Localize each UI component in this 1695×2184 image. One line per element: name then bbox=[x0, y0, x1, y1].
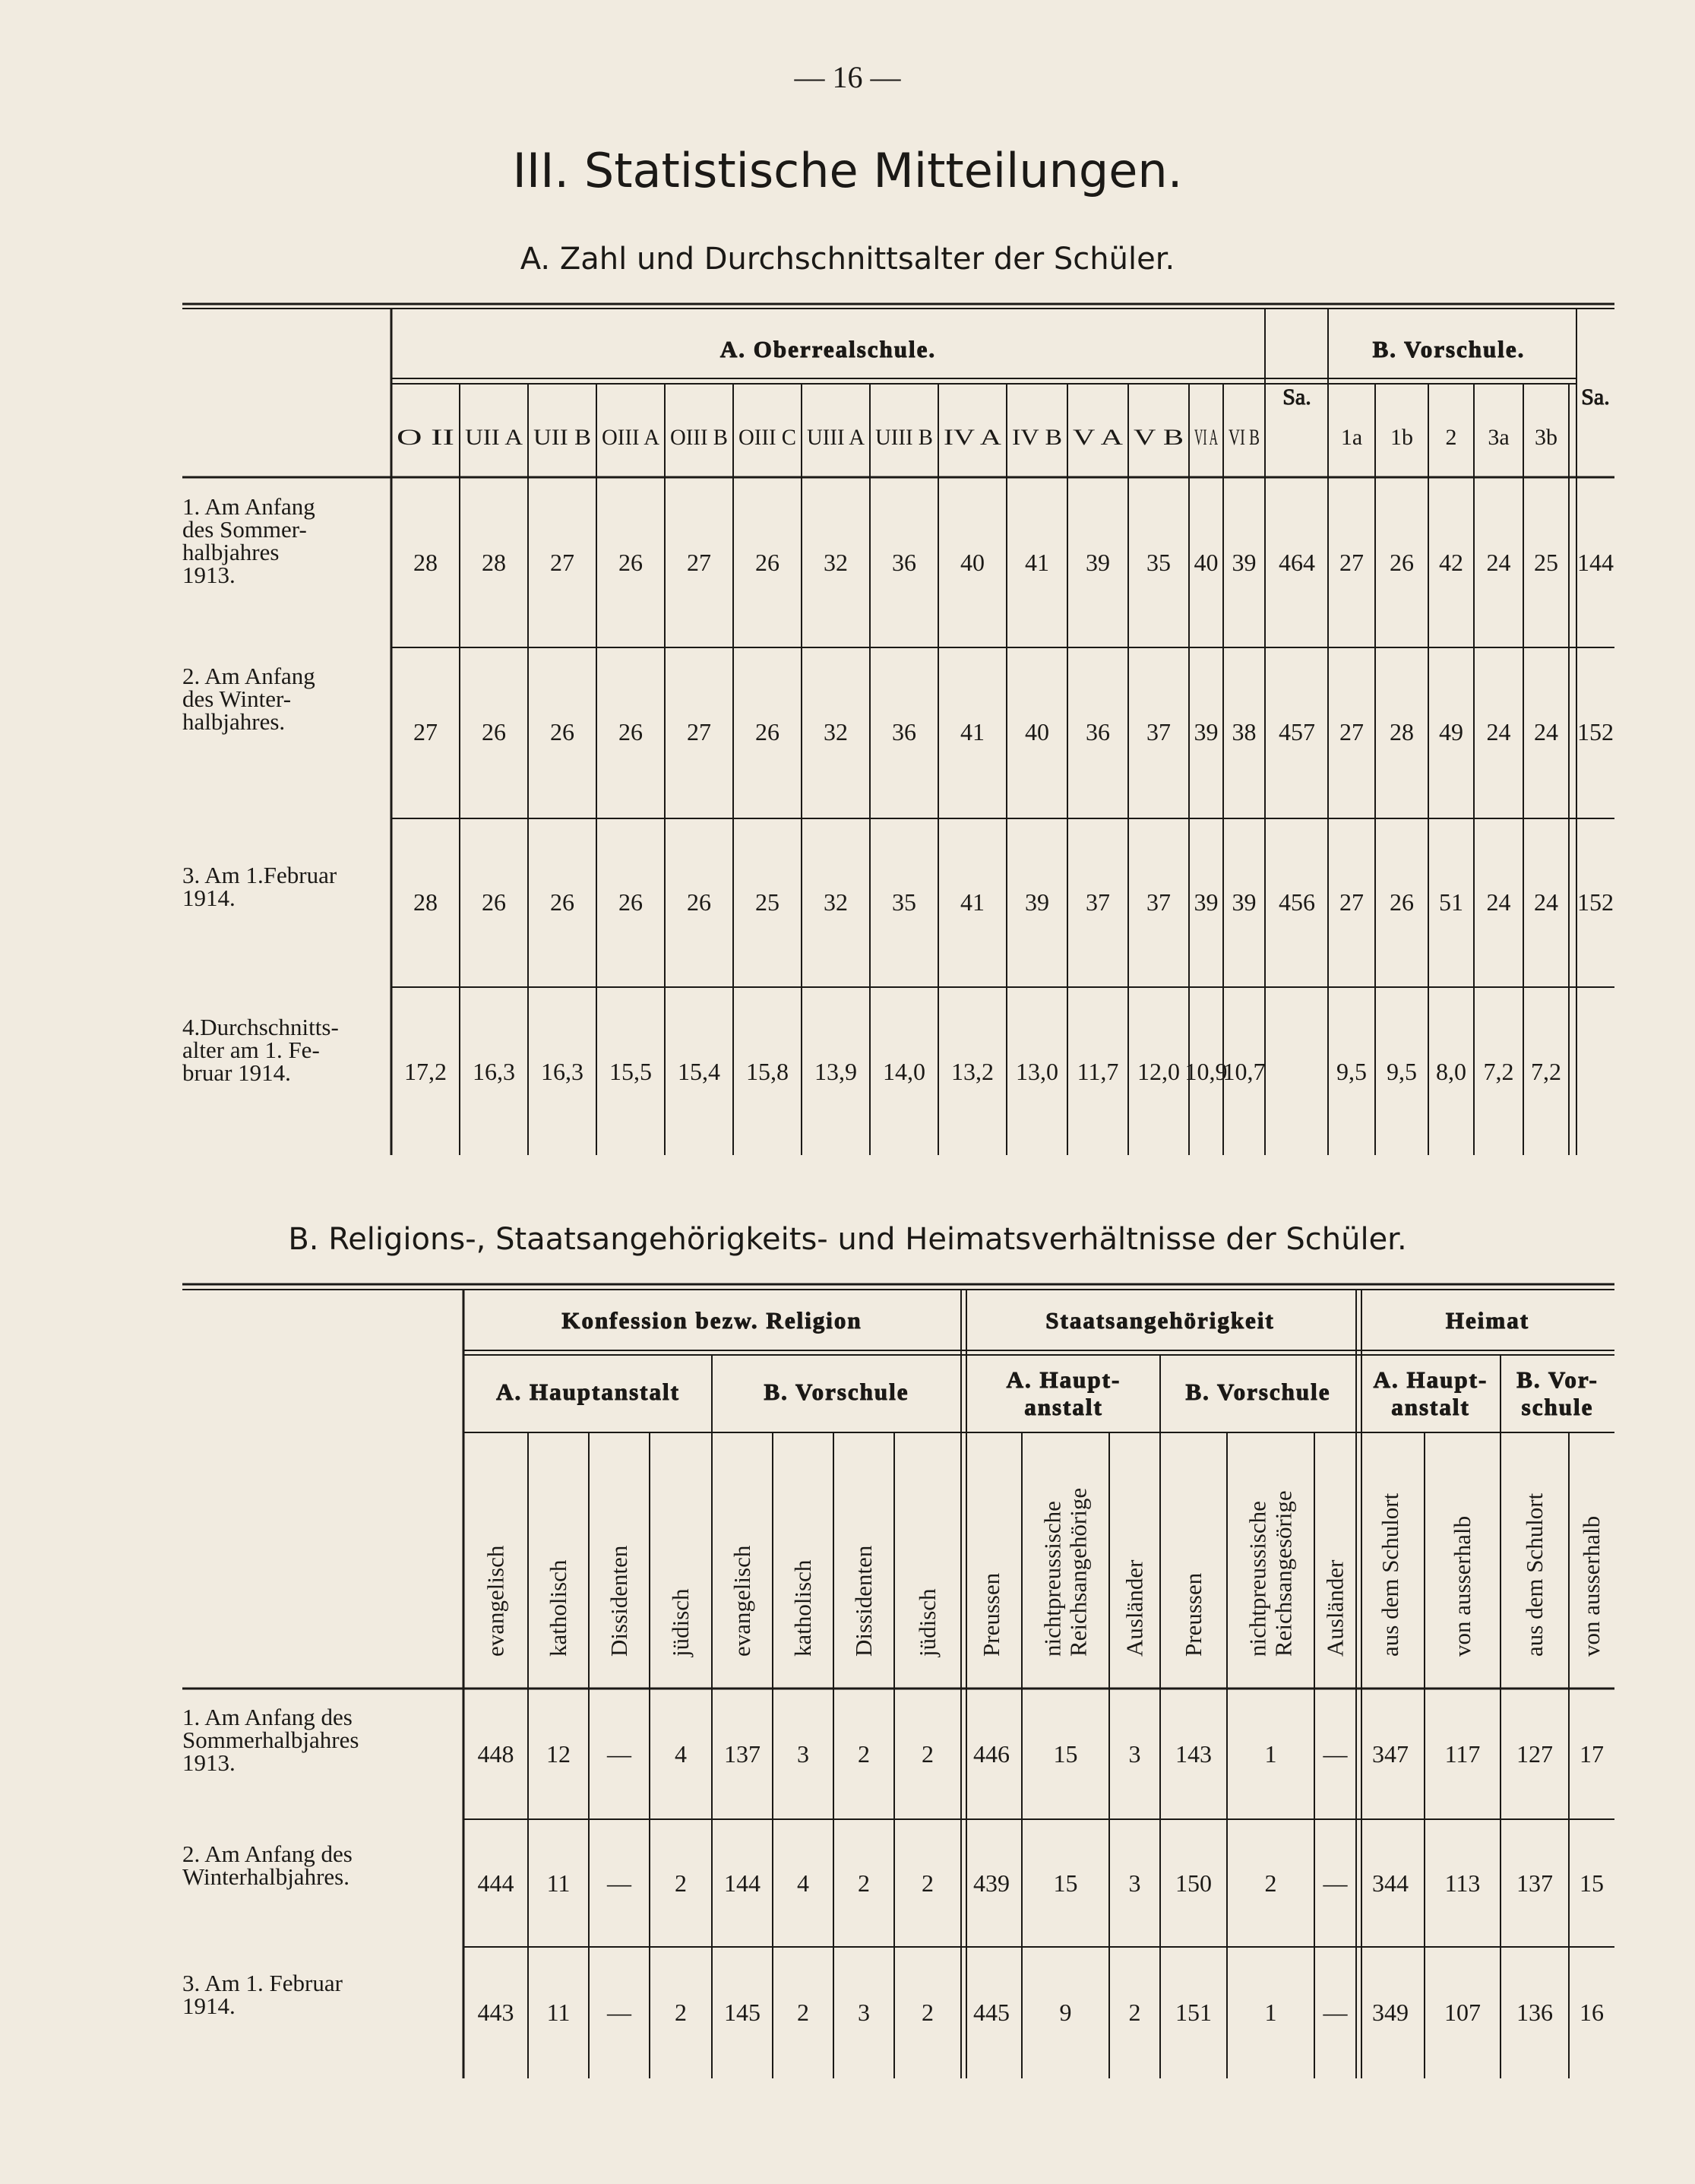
cell-value: 24 bbox=[1534, 718, 1558, 745]
cell-value: 2 bbox=[922, 1999, 934, 2026]
sub-heimat-vor-a: B. Vor- bbox=[1516, 1366, 1599, 1393]
column-label: aus dem Schulort bbox=[1377, 1492, 1403, 1657]
cell-value: 444 bbox=[477, 1869, 514, 1897]
column-label: von ausserhalb bbox=[1578, 1515, 1605, 1657]
cell-value: 445 bbox=[973, 1999, 1010, 2026]
cell-value: 17 bbox=[1580, 1740, 1604, 1768]
cell-value: 8,0 bbox=[1436, 1058, 1466, 1085]
cell-value: 150 bbox=[1175, 1869, 1212, 1897]
cell-value: 9,5 bbox=[1387, 1058, 1417, 1085]
cell-value: 13,9 bbox=[814, 1058, 857, 1085]
cell-value: 15 bbox=[1053, 1740, 1078, 1768]
sum-label-main: Sa. bbox=[1282, 385, 1311, 410]
cell-value: 347 bbox=[1372, 1740, 1409, 1768]
row-label: alter am 1. Fe- bbox=[182, 1037, 320, 1063]
cell-value: 27 bbox=[687, 549, 711, 576]
cell-value: 37 bbox=[1146, 888, 1171, 916]
cell-value: 32 bbox=[824, 549, 848, 576]
cell-value: 9 bbox=[1059, 1999, 1072, 2026]
cell-value: 143 bbox=[1175, 1740, 1212, 1768]
class-label: 3a bbox=[1488, 425, 1510, 450]
group-heimat: Heimat bbox=[1445, 1307, 1530, 1334]
table-row bbox=[182, 862, 1614, 916]
cell-value: 7,2 bbox=[1531, 1058, 1561, 1085]
row-label: des Winter- bbox=[182, 685, 292, 712]
cell-value: 127 bbox=[1516, 1740, 1553, 1768]
class-label: IV B bbox=[1012, 425, 1062, 450]
cell-value: 27 bbox=[1339, 549, 1364, 576]
cell-value: 13,0 bbox=[1016, 1058, 1058, 1085]
section-a-title: A. Zahl und Durchschnittsalter der Schüler. bbox=[520, 242, 1175, 277]
cell-value: 28 bbox=[413, 888, 438, 916]
row-label: 3. Am 1. Februar bbox=[182, 1970, 343, 1996]
cell-value: 36 bbox=[892, 718, 916, 745]
cell-value: 136 bbox=[1516, 1999, 1553, 2026]
cell-value: — bbox=[1323, 1999, 1348, 2026]
row-label: Winterhalbjahres. bbox=[182, 1863, 349, 1890]
sub-staat-haupt-b: anstalt bbox=[1024, 1394, 1103, 1420]
class-label: O II bbox=[397, 425, 454, 450]
class-label: UII A bbox=[465, 425, 523, 450]
cell-value: 3 bbox=[858, 1999, 870, 2026]
cell-value: 137 bbox=[1516, 1869, 1553, 1897]
row-label: bruar 1914. bbox=[182, 1059, 291, 1086]
column-label: katholisch bbox=[789, 1559, 816, 1657]
column-label: Reichsangesörige bbox=[1270, 1490, 1297, 1657]
cell-value: 448 bbox=[477, 1740, 514, 1768]
cell-value: 344 bbox=[1372, 1869, 1409, 1897]
cell-value: 42 bbox=[1439, 549, 1463, 576]
column-label: Reichsangehörige bbox=[1064, 1487, 1092, 1657]
cell-sum: 464 bbox=[1279, 549, 1315, 576]
cell-value: 41 bbox=[960, 718, 985, 745]
column-label: nichtpreussische bbox=[1244, 1501, 1271, 1657]
row-label: halbjahres. bbox=[182, 708, 286, 735]
cell-value: 26 bbox=[755, 718, 780, 745]
cell-value: 113 bbox=[1444, 1869, 1481, 1897]
cell-value: 39 bbox=[1194, 888, 1219, 916]
cell-value: 40 bbox=[1194, 549, 1219, 576]
cell-value: 39 bbox=[1086, 549, 1110, 576]
column-label: Preussen bbox=[1180, 1572, 1206, 1657]
cell-sum: 152 bbox=[1577, 888, 1614, 916]
cell-value: 39 bbox=[1232, 888, 1257, 916]
row-label: 2. Am Anfang bbox=[182, 663, 315, 689]
column-label: Preussen bbox=[978, 1572, 1004, 1657]
cell-value: 2 bbox=[675, 1999, 687, 2026]
cell-value: 15 bbox=[1580, 1869, 1604, 1897]
cell-value: 27 bbox=[1339, 718, 1364, 745]
sub-hauptanstalt: A. Hauptanstalt bbox=[496, 1378, 680, 1405]
row-label: 3. Am 1.Februar bbox=[182, 862, 337, 888]
cell-sum: 457 bbox=[1279, 718, 1315, 745]
cell-value: 32 bbox=[824, 888, 848, 916]
table-enrollment-column-rules bbox=[460, 384, 1523, 1155]
sub-staat-vorschule: B. Vorschule bbox=[1185, 1378, 1331, 1405]
column-label: von ausserhalb bbox=[1449, 1515, 1475, 1657]
row-label: 1914. bbox=[182, 885, 236, 911]
cell-value: 37 bbox=[1086, 888, 1110, 916]
cell-value: 15,4 bbox=[678, 1058, 720, 1085]
group-oberrealschule: A. Oberrealschule. bbox=[719, 336, 937, 362]
cell-value: 26 bbox=[482, 718, 506, 745]
cell-value: 4 bbox=[797, 1869, 809, 1897]
cell-value: 3 bbox=[1128, 1869, 1141, 1897]
cell-value: 439 bbox=[973, 1869, 1010, 1897]
cell-value: 26 bbox=[550, 888, 574, 916]
cell-value: 2 bbox=[922, 1869, 934, 1897]
cell-value: 1 bbox=[1264, 1999, 1277, 2026]
cell-value: 32 bbox=[824, 718, 848, 745]
cell-value: 117 bbox=[1444, 1740, 1481, 1768]
row-label: 1913. bbox=[182, 1749, 236, 1776]
class-label: OIII A bbox=[602, 425, 660, 450]
cell-value: 2 bbox=[858, 1740, 870, 1768]
cell-value: 36 bbox=[1086, 718, 1110, 745]
cell-value: 27 bbox=[1339, 888, 1364, 916]
cell-value: 145 bbox=[724, 1999, 761, 2026]
cell-value: 2 bbox=[1128, 1999, 1141, 2026]
row-label: 1914. bbox=[182, 1993, 236, 2019]
row-label: 1. Am Anfang des bbox=[182, 1704, 353, 1730]
cell-value: 11 bbox=[546, 1999, 571, 2026]
cell-value: 2 bbox=[1264, 1869, 1277, 1897]
cell-value: 12 bbox=[546, 1740, 571, 1768]
cell-value: 25 bbox=[755, 888, 780, 916]
cell-value: 7,2 bbox=[1483, 1058, 1514, 1085]
cell-sum: 144 bbox=[1577, 549, 1614, 576]
column-label: Ausländer bbox=[1321, 1559, 1349, 1657]
cell-value: 16,3 bbox=[473, 1058, 515, 1085]
cell-value: 36 bbox=[892, 549, 916, 576]
cell-value: 3 bbox=[797, 1740, 809, 1768]
group-staatsangehoerigkeit: Staatsangehörigkeit bbox=[1045, 1307, 1275, 1334]
cell-value: 26 bbox=[1390, 888, 1414, 916]
cell-value: 13,2 bbox=[951, 1058, 994, 1085]
cell-value: 107 bbox=[1444, 1999, 1481, 2026]
cell-value: 35 bbox=[1146, 549, 1171, 576]
cell-value: 3 bbox=[1128, 1740, 1141, 1768]
row-label: 1. Am Anfang bbox=[182, 493, 315, 520]
cell-value: 27 bbox=[687, 718, 711, 745]
cell-value: 39 bbox=[1232, 549, 1257, 576]
cell-value: 4 bbox=[675, 1740, 687, 1768]
sub-staat-haupt-a: A. Haupt- bbox=[1006, 1366, 1121, 1393]
sub-heimat-haupt-a: A. Haupt- bbox=[1373, 1366, 1488, 1393]
column-label: katholisch bbox=[545, 1559, 571, 1657]
cell-value: 25 bbox=[1534, 549, 1558, 576]
class-label: VI A bbox=[1194, 425, 1219, 450]
cell-value: 151 bbox=[1175, 1999, 1212, 2026]
cell-value: 10,7 bbox=[1222, 1058, 1266, 1085]
cell-value: 12,0 bbox=[1137, 1058, 1180, 1085]
cell-value: 51 bbox=[1439, 888, 1463, 916]
cell-value: 41 bbox=[1025, 549, 1049, 576]
cell-value: 49 bbox=[1439, 718, 1463, 745]
cell-value: 24 bbox=[1486, 549, 1511, 576]
cell-value: — bbox=[1323, 1869, 1348, 1897]
sub-vorschule: B. Vorschule bbox=[764, 1378, 909, 1405]
class-label: OIII C bbox=[738, 425, 796, 450]
cell-value: 26 bbox=[618, 888, 643, 916]
cell-value: 2 bbox=[858, 1869, 870, 1897]
column-label: Dissidenten bbox=[606, 1545, 632, 1657]
cell-value: 39 bbox=[1194, 718, 1219, 745]
row-label: halbjahres bbox=[182, 539, 280, 565]
cell-value: 26 bbox=[550, 718, 574, 745]
cell-value: 144 bbox=[724, 1869, 761, 1897]
cell-value: 26 bbox=[687, 888, 711, 916]
column-label: Ausländer bbox=[1121, 1559, 1148, 1657]
cell-value: 137 bbox=[724, 1740, 761, 1768]
sub-heimat-vor-b: schule bbox=[1521, 1394, 1594, 1420]
cell-value: — bbox=[607, 1740, 631, 1768]
row-label: Sommerhalbjahres bbox=[182, 1727, 359, 1753]
section-b-title: B. Religions-, Staatsangehörigkeits- und Heimatsverhältnisse der Schüler. bbox=[288, 1222, 1407, 1257]
row-label: 2. Am Anfang des bbox=[182, 1841, 353, 1867]
cell-value: 37 bbox=[1146, 718, 1171, 745]
cell-value: 40 bbox=[1025, 718, 1049, 745]
column-label: jüdisch bbox=[914, 1588, 941, 1657]
class-header-row bbox=[397, 425, 1557, 450]
cell-value: 15,8 bbox=[746, 1058, 789, 1085]
class-label: 2 bbox=[1445, 425, 1457, 450]
cell-value: 9,5 bbox=[1336, 1058, 1367, 1085]
class-label: UII B bbox=[533, 425, 591, 450]
sub-heimat-haupt-b: anstalt bbox=[1391, 1394, 1470, 1420]
class-label: IV A bbox=[944, 425, 1002, 450]
cell-value: 27 bbox=[550, 549, 574, 576]
column-label: nichtpreussische bbox=[1039, 1501, 1066, 1657]
cell-value: — bbox=[1323, 1740, 1348, 1768]
cell-value: 35 bbox=[892, 888, 916, 916]
column-label: jüdisch bbox=[667, 1588, 694, 1657]
cell-value: 26 bbox=[482, 888, 506, 916]
class-label: UIII B bbox=[875, 425, 933, 450]
column-label: aus dem Schulort bbox=[1521, 1492, 1548, 1657]
cell-value: 2 bbox=[922, 1740, 934, 1768]
class-label: VI B bbox=[1229, 425, 1260, 450]
cell-value: 41 bbox=[960, 888, 985, 916]
cell-value: 38 bbox=[1232, 718, 1257, 745]
cell-value: 16 bbox=[1580, 1999, 1604, 2026]
cell-value: 443 bbox=[477, 1999, 514, 2026]
cell-value: 39 bbox=[1025, 888, 1049, 916]
cell-value: 40 bbox=[960, 549, 985, 576]
cell-value: 24 bbox=[1486, 888, 1511, 916]
cell-value: 15 bbox=[1053, 1869, 1078, 1897]
cell-value: 28 bbox=[482, 549, 506, 576]
cell-value: 10,9 bbox=[1184, 1058, 1228, 1085]
page-number: — 16 — bbox=[794, 60, 901, 94]
row-label: des Sommer- bbox=[182, 516, 307, 543]
column-label: evangelisch bbox=[482, 1545, 509, 1657]
cell-value: 11 bbox=[546, 1869, 571, 1897]
group-vorschule: B. Vorschule. bbox=[1372, 336, 1526, 362]
class-label: UIII A bbox=[807, 425, 865, 450]
cell-sum: 456 bbox=[1279, 888, 1315, 916]
row-label: 1913. bbox=[182, 562, 236, 588]
group-konfession: Konfession bezw. Religion bbox=[561, 1307, 862, 1334]
sum-label-vorschule: Sa. bbox=[1581, 385, 1610, 410]
cell-value: 1 bbox=[1264, 1740, 1277, 1768]
cell-value: 26 bbox=[755, 549, 780, 576]
page-title: III. Statistische Mitteilungen. bbox=[512, 143, 1183, 198]
cell-value: — bbox=[607, 1999, 631, 2026]
cell-value: 26 bbox=[618, 549, 643, 576]
class-label: 1a bbox=[1340, 425, 1363, 450]
class-label: OIII B bbox=[670, 425, 728, 450]
cell-value: 2 bbox=[675, 1869, 687, 1897]
cell-sum: 152 bbox=[1577, 718, 1614, 745]
cell-value: 28 bbox=[413, 549, 438, 576]
cell-value: 27 bbox=[413, 718, 438, 745]
column-label: Dissidenten bbox=[850, 1545, 877, 1657]
column-label: evangelisch bbox=[729, 1545, 755, 1657]
cell-value: 26 bbox=[1390, 549, 1414, 576]
cell-value: 26 bbox=[618, 718, 643, 745]
cell-value: 17,2 bbox=[404, 1058, 447, 1085]
cell-value: 349 bbox=[1372, 1999, 1409, 2026]
cell-value: 24 bbox=[1486, 718, 1511, 745]
table-row bbox=[182, 493, 1614, 588]
class-label: 1b bbox=[1390, 425, 1413, 450]
cell-value: 24 bbox=[1534, 888, 1558, 916]
class-label: V A bbox=[1073, 425, 1124, 450]
enrollment-rows bbox=[182, 493, 1614, 1086]
class-label: V B bbox=[1134, 425, 1184, 450]
table-row bbox=[182, 1014, 1561, 1086]
cell-value: 2 bbox=[797, 1999, 809, 2026]
cell-value: 28 bbox=[1390, 718, 1414, 745]
cell-value: 11,7 bbox=[1077, 1058, 1119, 1085]
cell-value: 14,0 bbox=[883, 1058, 925, 1085]
cell-value: — bbox=[607, 1869, 631, 1897]
class-label: 3b bbox=[1535, 425, 1557, 450]
row-label: 4.Durchschnitts- bbox=[182, 1014, 339, 1040]
table-row bbox=[182, 663, 1614, 745]
cell-value: 446 bbox=[973, 1740, 1010, 1768]
cell-value: 16,3 bbox=[541, 1058, 583, 1085]
cell-value: 15,5 bbox=[609, 1058, 652, 1085]
